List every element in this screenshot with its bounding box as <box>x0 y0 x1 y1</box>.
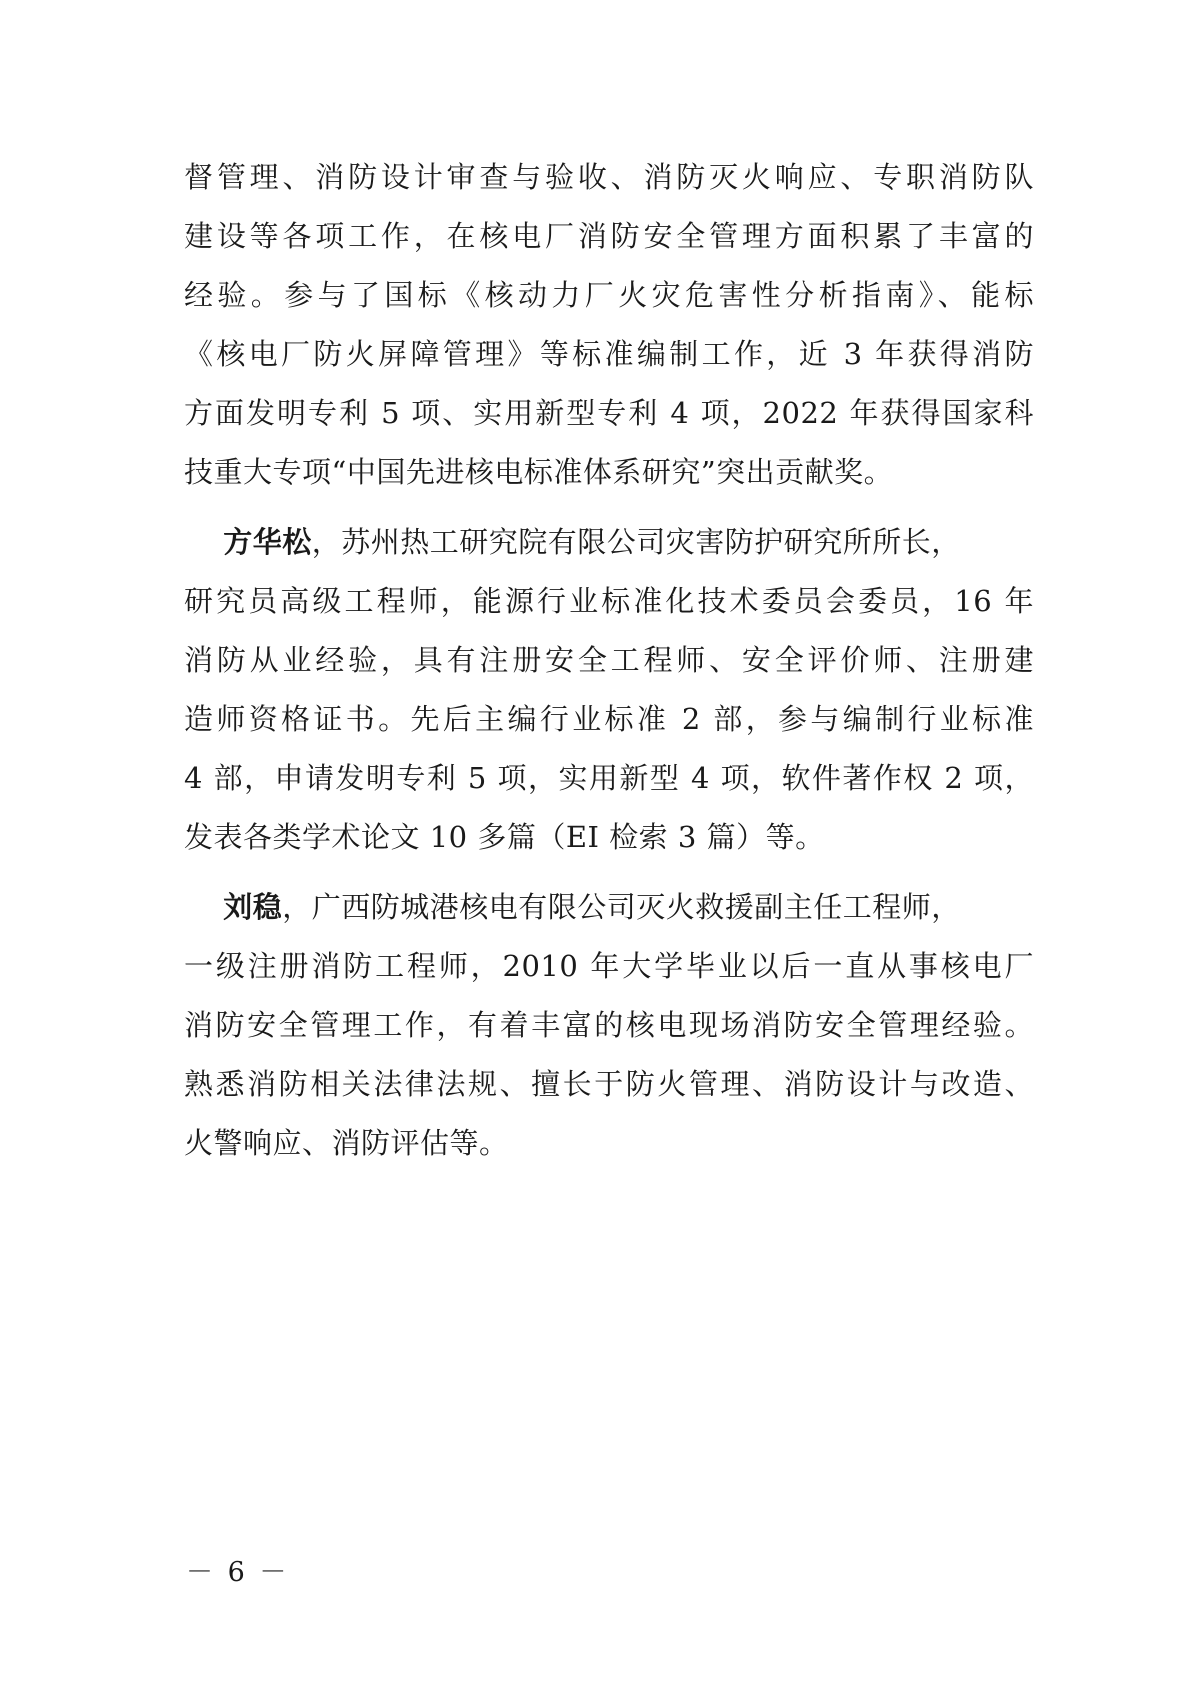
text-line: 技重大专项“中国先进核电标准体系研究”突出贡献奖。 <box>184 455 894 489</box>
text-line: 建设等各项工作，在核电厂消防安全管理方面积累了丰富的 <box>184 219 1034 253</box>
text-line: 督管理、消防设计审查与验收、消防灭火响应、专职消防队 <box>184 160 1034 194</box>
text-line: 消防从业经验，具有注册安全工程师、安全评价师、注册建 <box>184 643 1034 677</box>
text-line: 4 部，申请发明专利 5 项，实用新型 4 项，软件著作权 2 项， <box>184 761 1034 795</box>
text-line: 一级注册消防工程师，2010 年大学毕业以后一直从事核电厂 <box>184 949 1034 983</box>
text-line: 研究员高级工程师，能源行业标准化技术委员会委员，16 年 <box>184 584 1034 618</box>
text-line: 熟悉消防相关法律法规、擅长于防火管理、消防设计与改造、 <box>184 1067 1034 1101</box>
text-line: 火警响应、消防评估等。 <box>184 1126 509 1160</box>
text-span: ，苏州热工研究院有限公司灾害防护研究所所长， <box>311 525 961 559</box>
person-name: 方华松 <box>223 525 312 559</box>
text-line: 消防安全管理工作，有着丰富的核电现场消防安全管理经验。 <box>184 1008 1034 1042</box>
text-span: ，广西防城港核电有限公司灭火救援副主任工程师， <box>282 890 961 924</box>
body-text <box>184 148 1034 1173</box>
text-line: 经验。参与了国标《核动力厂火灾危害性分析指南》、能标 <box>184 278 1034 312</box>
paragraph-fang-huasong <box>184 513 1034 867</box>
paragraph-continuation <box>184 148 1034 502</box>
text-line: 发表各类学术论文 10 多篇（EI 检索 3 篇）等。 <box>184 820 825 854</box>
text-line <box>184 513 1034 572</box>
text-line: 《核电厂防火屏障管理》等标准编制工作，近 3 年获得消防 <box>184 337 1034 371</box>
text-line: 方面发明专利 5 项、实用新型专利 4 项，2022 年获得国家科 <box>184 396 1034 430</box>
person-name: 刘稳 <box>223 890 283 924</box>
text-line: 造师资格证书。先后主编行业标准 2 部，参与编制行业标准 <box>184 702 1034 736</box>
page-number: － 6 － <box>186 1557 290 1588</box>
text-line <box>184 878 1034 937</box>
paragraph-liu-wen <box>184 878 1034 1173</box>
